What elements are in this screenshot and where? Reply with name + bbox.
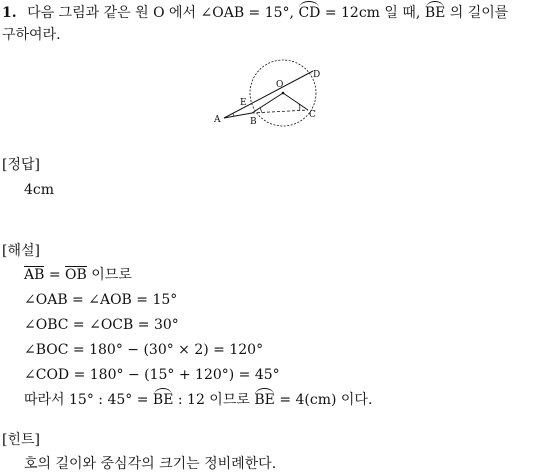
segment-ob-label: OB xyxy=(65,267,87,283)
circle-figure xyxy=(210,56,335,131)
explanation-line-2: ∠OAB = ∠AOB = 15° xyxy=(24,292,178,308)
explanation-line-6-part-2: : 12 이므로 xyxy=(177,392,250,408)
angle-mark-b xyxy=(260,108,262,113)
question-number: 1. xyxy=(2,5,17,21)
arc-be-label-1: BE xyxy=(152,392,174,408)
arc-be-label: BE xyxy=(424,5,446,21)
circle-diagram xyxy=(210,56,335,131)
label-a: A xyxy=(214,115,221,125)
question-line-2: 구하여라. xyxy=(2,27,61,43)
explanation-line-1 xyxy=(24,266,132,284)
answer-value: 4cm xyxy=(24,182,55,198)
explanation-line-6-part-1: 따라서 15° : 45° = xyxy=(24,392,149,408)
question-text-part-3: 의 길이를 xyxy=(449,5,509,21)
label-b: B xyxy=(250,117,257,127)
explanation-line-3: ∠OBC = ∠OCB = 30° xyxy=(24,317,179,333)
angle-mark-c xyxy=(299,104,300,111)
label-e: E xyxy=(240,98,247,108)
label-c: C xyxy=(309,110,316,120)
question-text-part-2: = 12cm 일 때, xyxy=(324,5,421,21)
center-point-o xyxy=(282,92,285,95)
explanation-line-6 xyxy=(24,391,372,409)
explanation-line-6-part-3: = 4(cm) 이다. xyxy=(279,392,373,408)
arc-be-label-2: BE xyxy=(254,392,275,408)
segment-ob xyxy=(252,93,283,113)
explanation-line-1-rest: 이므로 xyxy=(91,267,132,283)
label-d: D xyxy=(313,70,321,80)
hint-text: 호의 길이와 중심각의 크기는 정비례한다. xyxy=(24,456,277,472)
arc-cd-label: CD xyxy=(298,5,321,21)
question-line-1 xyxy=(2,4,508,22)
question-text-part-1: 다음 그림과 같은 원 O 에서 ∠OAB = 15°, xyxy=(27,5,294,21)
segment-oc xyxy=(283,93,308,110)
answer-heading: [정답] xyxy=(2,157,40,173)
explanation-line-4: ∠BOC = 180° − (30° × 2) = 120° xyxy=(24,342,264,358)
explanation-line-5: ∠COD = 180° − (15° + 120°) = 45° xyxy=(24,367,280,383)
explanation-heading: [해설] xyxy=(2,243,40,259)
hint-heading: [힌트] xyxy=(2,432,40,448)
line-a-d xyxy=(224,71,313,118)
label-o: O xyxy=(276,80,284,90)
segment-ab-label: AB xyxy=(24,267,45,283)
equals-sign: = xyxy=(48,267,61,283)
